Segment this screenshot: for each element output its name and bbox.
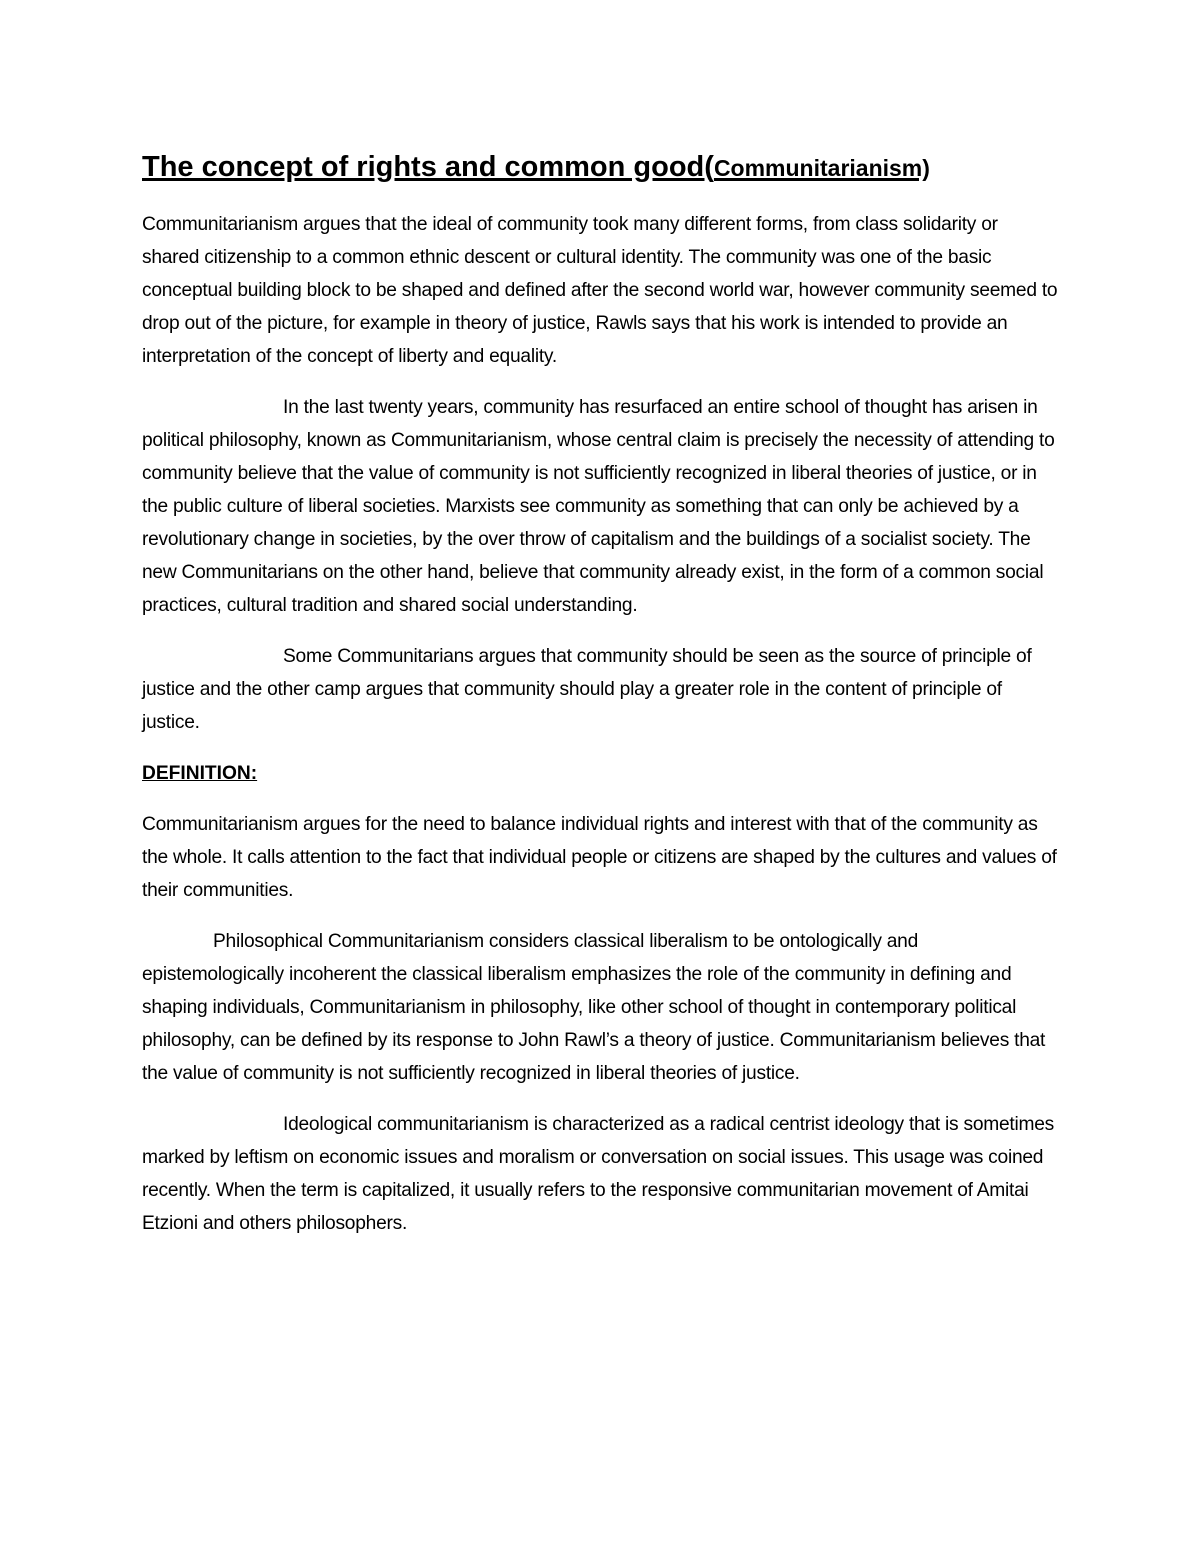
document-title [142,145,1060,188]
paragraph-intro: Communitarianism argues that the ideal of community took many different forms, from class solidarity or shared citizenship to a common ethnic descent or cultural identity. The community was one of the basic conceptual building block to be shaped and defined after the second world war, however community seemed to drop out of the picture, for example in theory of justice, Rawls says that his work is intended to provide an interpretation of the concept of liberty and equality. [142,214,1058,367]
paragraph-last-twenty-years: In the last twenty years, community has resurfaced an entire school of thought has arisen in political philosophy, known as Communitarianism, whose central claim is precisely the necessity of attending to community believe that the value of community is not sufficiently recognized in liberal theories of justice, or in the public culture of liberal societies. Marxists see community as something that can only be achieved by a revolutionary change in societies, by the over throw of capitalism and the buildings of a socialist society. The new Communitarians on the other hand, believe that community already exist, in the form of a common social practices, cultural tradition and shared social understanding. [142,397,1055,616]
document-title-sub: Communitarianism) [713,155,930,181]
document-title-main: The concept of rights and common good( [142,151,714,183]
definition-heading: DEFINITION: [142,763,258,784]
paragraph-philosophical-communitarianism: Philosophical Communitarianism considers classical liberalism to be ontologically and epistemologically incoherent the classical liberalism emphasizes the role of the community in defining and shaping individuals, Communitarianism in philosophy, like other school of thought in contemporary political philosophy, can be defined by its response to John Rawl’s a theory of justice. Communitarianism believes that the value of community is not sufficiently recognized in liberal theories of justice. [142,931,1046,1084]
paragraph-ideological-communitarianism: Ideological communitarianism is characterized as a radical centrist ideology that is sometimes marked by leftism on economic issues and moralism or conversation on social issues. This usage was coined recently. When the term is capitalized, it usually refers to the responsive communitarian movement of Amitai Etzioni and others philosophers. [142,1114,1054,1234]
paragraph-communitarian-camps: Some Communitarians argues that community should be seen as the source of principle of justice and the other camp argues that community should play a greater role in the content of principle of justice. [142,646,1032,733]
paragraph-definition: Communitarianism argues for the need to balance individual rights and interest with that of the community as the whole. It calls attention to the fact that individual people or citizens are shaped by the cultures and values of their communities. [142,814,1057,901]
document-page [142,145,1060,1258]
